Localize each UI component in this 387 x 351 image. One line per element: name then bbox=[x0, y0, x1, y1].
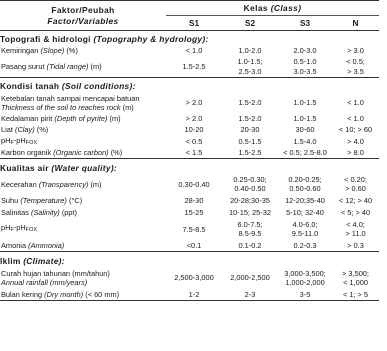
section-title-en: (Water quality): bbox=[51, 162, 117, 173]
factor-label-en: (Slope) bbox=[40, 46, 65, 56]
class-s1-header: S1 bbox=[166, 16, 222, 31]
class-value-n: < 10; > 60 bbox=[338, 125, 373, 135]
class-value-s3: 12-20;35-40 bbox=[285, 196, 325, 206]
factor-label bbox=[0, 289, 166, 301]
class-value-s1: 10-20 bbox=[184, 125, 204, 135]
factor-header-id: Faktor/Peubah bbox=[51, 4, 115, 15]
factor-label-id: Bulan kering bbox=[1, 289, 43, 299]
class-header-id: Kelas bbox=[243, 3, 268, 13]
class-value-s3: 5-10; 32-40 bbox=[286, 208, 324, 218]
class-value-n: < 1; > 5 bbox=[332, 289, 379, 301]
class-header bbox=[166, 1, 379, 16]
class-value-s2: 2-3 bbox=[222, 289, 278, 301]
class-value-s2: 20-30 bbox=[240, 125, 260, 135]
class-value-s1: 15-25 bbox=[184, 208, 204, 218]
class-value-s2: 10-15; 25-32 bbox=[229, 208, 271, 218]
class-value-s1: 1-2 bbox=[166, 289, 222, 301]
class-value-s3: 0.2-0.3 bbox=[293, 240, 317, 250]
factor-label-id: Ketebalan tanah sampai mencapai batuan bbox=[1, 93, 140, 103]
factor-label-unit: (%) bbox=[66, 46, 78, 56]
factor-label bbox=[0, 114, 166, 125]
class-value-s2: 2,000-2,500 bbox=[230, 273, 270, 283]
factor-label-en: (Organic carbon) bbox=[53, 148, 109, 158]
class-value-s3: 1.0-1.5 bbox=[293, 114, 317, 124]
table-row bbox=[0, 207, 379, 219]
class-value-s3: 3,000-3,500; 1,000-2,000 bbox=[284, 268, 326, 287]
table-row bbox=[0, 219, 379, 240]
section-title-id: Kualitas air bbox=[0, 162, 52, 173]
class-n-header: N bbox=[332, 16, 379, 31]
class-value-s1: < 0.5 bbox=[185, 137, 203, 146]
factor-label-unit: (%) bbox=[36, 125, 49, 135]
class-s3-header: S3 bbox=[278, 16, 332, 31]
factor-label-unit: (ppt) bbox=[61, 208, 78, 218]
class-value-s2: 0.25-0.30; 0.40-0.50 bbox=[233, 175, 267, 194]
class-value-s2: 1.5-2.5 bbox=[238, 148, 262, 158]
section-title bbox=[0, 252, 379, 267]
class-value-s3: 1.5-4.0 bbox=[293, 137, 317, 146]
class-value-n: < 0.20; > 0.60 bbox=[344, 175, 367, 194]
class-value-s3: 30-60 bbox=[295, 125, 315, 135]
section-title bbox=[0, 159, 379, 174]
class-value-n: < 1.0 bbox=[347, 114, 364, 124]
factor-label-id: Kedalaman pirit bbox=[1, 114, 53, 124]
factor-label-en: (Clay) bbox=[14, 125, 35, 135]
class-value-s3: 3-5 bbox=[278, 289, 332, 301]
class-value-s1: 7.5-8.5 bbox=[182, 224, 206, 234]
section-row bbox=[0, 159, 379, 174]
table-row bbox=[0, 148, 379, 159]
class-value-n: > 8.0 bbox=[347, 148, 364, 158]
factor-label bbox=[0, 174, 166, 195]
factor-label bbox=[0, 57, 166, 78]
factor-label-id: Kecerahan bbox=[1, 179, 37, 189]
factor-label-en: (Tidal range) bbox=[46, 62, 89, 72]
factor-label-en: (Depth of pyrite) bbox=[54, 114, 108, 124]
factor-label bbox=[0, 93, 166, 114]
class-value-n: < 5; > 40 bbox=[340, 208, 371, 218]
factor-label bbox=[0, 219, 166, 240]
factor-label-unit: (%) bbox=[110, 148, 123, 158]
section-title-en: (Climate): bbox=[23, 255, 65, 266]
table-row bbox=[0, 57, 379, 78]
factor-label-en: Thickness of the soil to reaches rock bbox=[1, 103, 121, 112]
factor-label-en: (Dry month) bbox=[44, 289, 84, 299]
section-title-en: (Soil conditions): bbox=[61, 81, 136, 92]
factor-label bbox=[0, 136, 166, 148]
section-title bbox=[0, 78, 379, 93]
table-row bbox=[0, 174, 379, 195]
factor-label bbox=[0, 267, 166, 289]
table-row bbox=[0, 125, 379, 136]
table-row bbox=[0, 289, 379, 301]
section-row bbox=[0, 252, 379, 267]
section-row bbox=[0, 78, 379, 93]
factor-label-id: pHF-pHFOX bbox=[1, 135, 38, 146]
class-value-s2: 20-28;30-35 bbox=[230, 196, 270, 206]
factor-label-id: Salinitas bbox=[1, 208, 29, 218]
factor-label bbox=[0, 148, 166, 159]
factor-label bbox=[0, 195, 166, 207]
factor-label-en: (Temperature) bbox=[20, 196, 67, 206]
section-row bbox=[0, 31, 379, 46]
class-value-s2: 0.5-1.5 bbox=[238, 137, 262, 146]
table-row bbox=[0, 195, 379, 207]
class-value-n: < 0.5; > 3.5 bbox=[346, 57, 365, 76]
table-row bbox=[0, 136, 379, 148]
class-value-s1: 2,500-3,000 bbox=[174, 273, 214, 283]
factor-header-en: Factor/Variables bbox=[47, 15, 119, 26]
class-header-en: (Class) bbox=[270, 3, 302, 13]
factor-label-id: Karbon organik bbox=[1, 148, 52, 158]
class-value-s1: > 2.0 bbox=[185, 114, 203, 124]
factor-label-unit: (m) bbox=[122, 103, 134, 112]
class-value-s3: < 0.5; 2.5-8.0 bbox=[283, 148, 327, 158]
factor-label-en: (Ammonia) bbox=[28, 240, 65, 250]
class-value-s1: < 1.5 bbox=[185, 148, 203, 158]
factor-label bbox=[0, 46, 166, 57]
section-title-id: Kondisi tanah bbox=[0, 81, 62, 92]
factor-label bbox=[0, 207, 166, 219]
section-title-id: Iklim bbox=[0, 255, 24, 266]
factor-label-unit: (m) bbox=[90, 179, 102, 189]
factor-label-en: Annual rainfall (mm/years) bbox=[1, 277, 88, 287]
factor-label-id: Liat bbox=[1, 125, 13, 135]
factor-header bbox=[0, 1, 166, 31]
table-row bbox=[0, 46, 379, 57]
factor-label-en: (Transparency) bbox=[38, 179, 89, 189]
factor-label bbox=[0, 125, 166, 136]
factor-label-en: (Salinity) bbox=[31, 208, 60, 218]
class-value-n: > 3,500; < 1,000 bbox=[342, 268, 369, 287]
table-row bbox=[0, 240, 379, 252]
factor-label bbox=[0, 240, 166, 252]
class-value-s1: <0.1 bbox=[186, 240, 202, 250]
class-value-s2: 1.5-2.0 bbox=[238, 114, 262, 124]
class-value-n: < 4.0; > 11.0 bbox=[345, 220, 366, 239]
class-value-s3: 1.0-1.5 bbox=[293, 98, 317, 108]
class-value-s1: < 1.0 bbox=[185, 46, 203, 56]
factor-label-id: Kemiringan bbox=[1, 46, 39, 56]
class-value-s3: 0.5-1.0 3.0-3.5 bbox=[293, 57, 317, 76]
class-value-s2: 6.0-7.5; 8.5-9.5 bbox=[237, 220, 263, 239]
class-value-s3: 2.0-3.0 bbox=[293, 46, 317, 56]
class-value-s2: 1.5-2.0 bbox=[238, 98, 262, 108]
factor-label-id: Amonia bbox=[1, 240, 27, 250]
table-body bbox=[0, 31, 379, 301]
factor-label-unit: (m) bbox=[109, 114, 121, 124]
section-title-en: (Topography & hydrology): bbox=[93, 34, 209, 45]
class-value-s2: 1.0-1.5; 2.5-3.0 bbox=[237, 57, 263, 76]
class-value-s3: 4.0-6.0; 9.5-11.0 bbox=[291, 220, 319, 239]
factor-label-id: Pasang surut bbox=[1, 62, 45, 72]
factor-label-id: Curah hujan tahunan (mm/tahun) bbox=[1, 268, 110, 278]
class-s2-header: S2 bbox=[222, 16, 278, 31]
class-value-s1: 28-30 bbox=[184, 196, 204, 206]
section-title bbox=[0, 31, 379, 46]
section-title-id: Topografi & hidrologi bbox=[0, 34, 94, 45]
class-value-s3: 0.20-0.25; 0.50-0.60 bbox=[288, 175, 322, 194]
class-value-n: < 1.0 bbox=[347, 98, 364, 108]
class-value-n: < 12; > 40 bbox=[338, 196, 373, 206]
class-value-s2: 1.0-2.0 bbox=[238, 46, 262, 56]
table-row bbox=[0, 114, 379, 125]
class-value-s1: 1.5-2.5 bbox=[182, 62, 206, 72]
class-value-s1: > 2.0 bbox=[185, 98, 203, 108]
class-value-s1: 0.30-0.40 bbox=[178, 179, 210, 189]
factor-label-id: Suhu bbox=[1, 196, 19, 206]
factor-label-unit: (m) bbox=[90, 62, 102, 72]
class-value-n: > 0.3 bbox=[347, 240, 364, 250]
factor-label-unit: (< 60 mm) bbox=[85, 289, 120, 299]
table-row bbox=[0, 267, 379, 289]
table-row bbox=[0, 93, 379, 114]
class-value-s2: 0.1-0.2 bbox=[238, 240, 262, 250]
factor-label-unit: (°C) bbox=[68, 196, 83, 206]
class-value-n: > 3.0 bbox=[347, 46, 364, 56]
factor-label-id: pHF-pHFOX bbox=[1, 223, 38, 234]
class-value-n: > 4.0 bbox=[347, 137, 364, 146]
